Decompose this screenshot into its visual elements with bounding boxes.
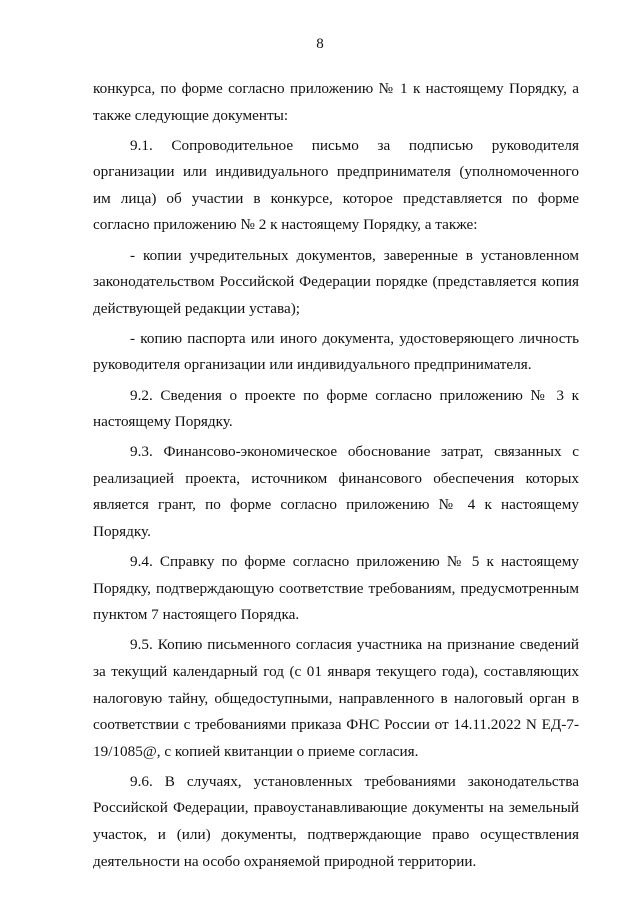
document-body [93,76,579,875]
paragraph-9-1: 9.1. Сопроводительное письмо за подписью руководителя организации или индивидуального предпринимателя (уполномоченного им лица) об участии в конкурсе, которое представляется по форме согласно приложению № 2 к настоящему Порядку, а также: [93,136,579,234]
paragraph-9-1-item-passport-copy: - копию паспорта или иного документа, удостоверяющего личность руководителя организации или индивидуального предпринимателя. [93,329,579,374]
paragraph-9-6: 9.6. В случаях, установленных требованиями законодательства Российской Федерации, правоустанавливающие документы на земельный участок, и (или) документы, подтверждающие право осуществления деятельности на особо охраняемой природной территории. [93,772,579,870]
page-number: 8 [316,36,324,52]
paragraph-9-4: 9.4. Справку по форме согласно приложению № 5 к настоящему Порядку, подтверждающую соответствие требованиям, предусмотренным пунктом 7 настоящего Порядка. [93,553,579,624]
paragraph-9-5: 9.5. Копию письменного согласия участника на признание сведений за текущий календарный год (с 01 января текущего года), составляющих налоговую тайну, общедоступными, направленного в налоговый орган в соответствии с требованиями приказа ФНС России от 14.11.2022 N ЕД-7-19/1085@, с копией квитанции о приеме согласия. [93,636,579,760]
paragraph-9-1-item-charter-copies: - копии учредительных документов, заверенные в установленном законодательством Российской Федерации порядке (представляется копия действующей редакции устава); [93,246,579,317]
paragraph-9-3: 9.3. Финансово-экономическое обоснование затрат, связанных с реализацией проекта, источником финансового обеспечения которых является грант, по форме согласно приложению № 4 к настоящему Порядку. [93,443,579,540]
paragraph-9-2: 9.2. Сведения о проекте по форме согласно приложению № 3 к настоящему Порядку. [93,386,579,431]
paragraph-intro-continuation: конкурса, по форме согласно приложению № 1 к настоящему Порядку, а также следующие документы: [93,80,579,124]
